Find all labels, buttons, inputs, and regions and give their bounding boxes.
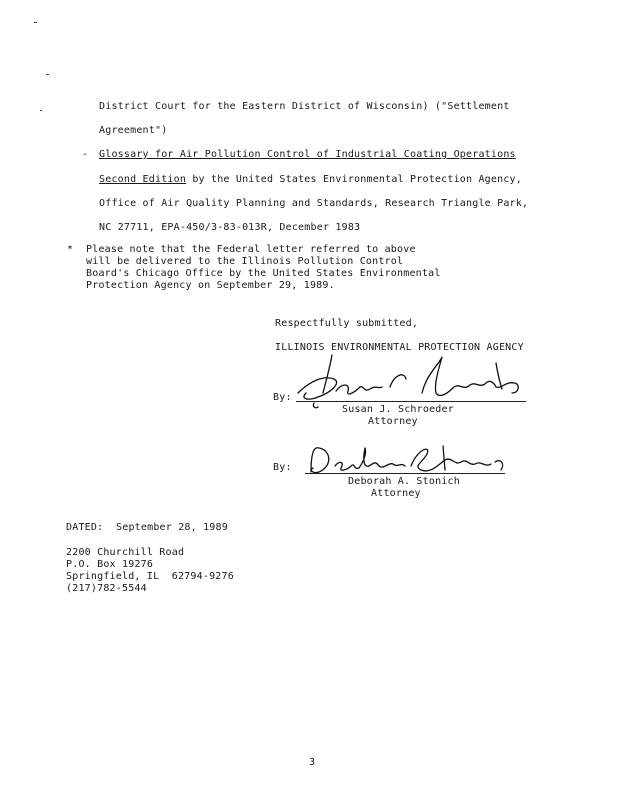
by-label-1: By: [273,392,292,403]
dated-value: September 28, 1989 [116,522,228,533]
note-asterisk: * [67,244,74,255]
signature-line-2 [305,473,505,474]
note-line: Board's Chicago Office by the United States Environmental [86,268,441,279]
note-line: Please note that the Federal letter referred to above [86,244,416,255]
page-number: 3 [309,757,316,768]
glossary-title: Glossary for Air Pollution Control of Industrial Coating Operations [99,149,516,160]
address-line: 2200 Churchill Road [66,547,185,558]
edition-publisher: by the United States Environmental Protection Agency, [186,174,523,185]
edition-title: Second Edition [99,174,187,185]
address-line: Springfield, IL 62794-9276 [66,571,234,582]
scan-speck [46,74,49,75]
reference-line-1: District Court for the Eastern District of Wisconsin) ("Settlement [99,101,510,112]
reference-line-4 [99,174,522,186]
dated-label: DATED: [66,522,104,533]
scan-speck [40,110,42,111]
scan-speck [34,22,37,23]
signer-1-title: Attorney [368,416,418,427]
signer-1-name: Susan J. Schroeder [342,404,454,415]
note-line: Protection Agency on September 29, 1989. [86,280,335,291]
reference-line-2: Agreement") [99,125,168,136]
reference-line-6: NC 27711, EPA-450/3-83-013R, December 1983 [99,222,361,233]
address-line: P.O. Box 19276 [66,559,154,570]
signer-2-title: Attorney [371,488,421,499]
signer-2-name: Deborah A. Stonich [348,476,460,487]
agency-name: ILLINOIS ENVIRONMENTAL PROTECTION AGENCY [275,342,524,353]
respectfully-submitted: Respectfully submitted, [275,318,419,329]
by-label-2: By: [273,462,292,473]
signature-line-1 [296,401,526,402]
note-line: will be delivered to the Illinois Pollution Control [86,256,404,267]
reference-line-5: Office of Air Quality Planning and Standards, Research Triangle Park, [99,198,529,209]
signature-deborah-stonich [305,440,515,480]
address-line: (217)782-5544 [66,583,147,594]
list-bullet: - [82,149,89,160]
